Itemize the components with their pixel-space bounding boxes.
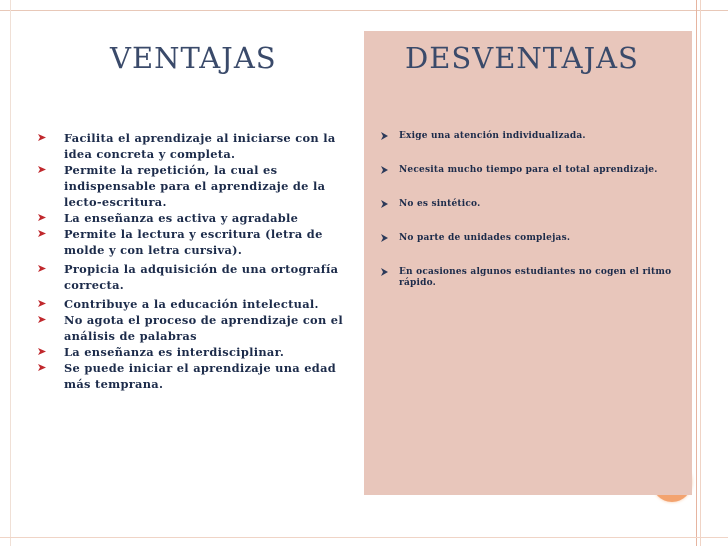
arrowhead-bullet-icon (380, 268, 388, 276)
ventajas-item-text: Facilita el aprendizaje al iniciarse con la idea concreta y completa. (64, 131, 336, 161)
desventajas-item (380, 131, 680, 142)
frame-line-left (10, 0, 11, 546)
ventajas-item (38, 312, 358, 344)
frame-line-top (0, 10, 728, 11)
red-arrow-bullet-icon (38, 134, 46, 141)
desventajas-item-text: No parte de unidades complejas. (399, 233, 571, 243)
frame-line-right-inner (700, 0, 701, 546)
ventajas-item-text: Contribuye a la educación intelectual. (64, 297, 319, 311)
red-arrow-bullet-icon (38, 348, 46, 355)
ventajas-item (38, 344, 358, 360)
ventajas-item-text: Propicia la adquisición de una ortografía correcta. (64, 262, 339, 292)
arrowhead-bullet-icon (380, 166, 388, 174)
ventajas-item-text: La enseñanza es activa y agradable (64, 211, 299, 225)
red-arrow-bullet-icon (38, 166, 46, 173)
frame-line-right (696, 0, 697, 546)
ventajas-item-text: Permite la repetición, la cual es indispensable para el aprendizaje de la lecto-escritura. (64, 163, 326, 209)
arrowhead-bullet-icon (380, 200, 388, 208)
ventajas-item-text: Permite la lectura y escritura (letra de molde y con letra cursiva). (64, 227, 323, 257)
desventajas-item (380, 199, 680, 210)
ventajas-item (38, 210, 358, 226)
ventajas-item (38, 226, 358, 258)
ventajas-heading: VENTAJAS (110, 41, 277, 75)
ventajas-item (38, 261, 358, 293)
red-arrow-bullet-icon (38, 265, 46, 272)
desventajas-item-text: Necesita mucho tiempo para el total aprendizaje. (399, 165, 658, 175)
ventajas-list (38, 130, 358, 392)
red-arrow-bullet-icon (38, 364, 46, 371)
ventajas-item (38, 296, 358, 312)
ventajas-item (38, 162, 358, 210)
frame-line-bottom (0, 537, 728, 538)
desventajas-item (380, 267, 680, 289)
desventajas-item-text: No es sintético. (399, 199, 481, 209)
red-arrow-bullet-icon (38, 214, 46, 221)
desventajas-item (380, 165, 680, 176)
arrowhead-bullet-icon (380, 132, 388, 140)
arrowhead-bullet-icon (380, 234, 388, 242)
ventajas-item (38, 130, 358, 162)
desventajas-item-text: En ocasiones algunos estudiantes no cogen el ritmo rápido. (399, 267, 672, 288)
ventajas-item-text: La enseñanza es interdisciplinar. (64, 345, 285, 359)
ventajas-item-text: No agota el proceso de aprendizaje con el análisis de palabras (64, 313, 343, 343)
desventajas-list (380, 131, 680, 289)
ventajas-item (38, 360, 358, 392)
desventajas-item-text: Exige una atención individualizada. (399, 131, 586, 141)
desventajas-heading: DESVENTAJAS (405, 41, 639, 75)
ventajas-item-text: Se puede iniciar el aprendizaje una edad más temprana. (64, 361, 337, 391)
red-arrow-bullet-icon (38, 300, 46, 307)
desventajas-item (380, 233, 680, 244)
red-arrow-bullet-icon (38, 230, 46, 237)
red-arrow-bullet-icon (38, 316, 46, 323)
